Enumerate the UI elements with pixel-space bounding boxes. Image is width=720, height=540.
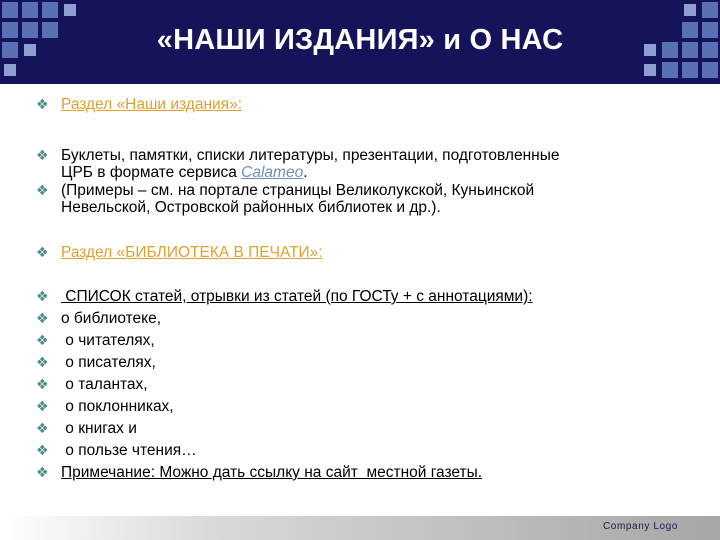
text-line: . — [303, 164, 308, 181]
text-line: ЦРБ в формате сервиса — [61, 164, 242, 181]
list-item — [36, 464, 482, 481]
decor-square — [644, 64, 656, 76]
list-item-text — [61, 182, 534, 216]
decor-square — [64, 4, 76, 16]
footer-bar — [0, 516, 720, 540]
list-item — [36, 332, 155, 349]
diamond-bullet-icon: ❖ — [36, 147, 49, 163]
list-item — [36, 354, 156, 371]
list-item-text: о писателях, — [61, 354, 156, 371]
diamond-bullet-icon: ❖ — [36, 398, 49, 414]
decor-square — [42, 2, 58, 18]
list-item-text: о книгах и — [61, 420, 137, 437]
diamond-bullet-icon: ❖ — [36, 96, 49, 112]
diamond-bullet-icon: ❖ — [36, 420, 49, 436]
list-item — [36, 310, 161, 327]
decor-square — [4, 64, 16, 76]
text-line: Невельской, Островской районных библиотек и др.). — [61, 199, 441, 216]
list-item — [36, 182, 534, 216]
list-item — [36, 244, 323, 261]
decor-square — [2, 2, 18, 18]
diamond-bullet-icon: ❖ — [36, 310, 49, 326]
list-item-text: о поклонниках, — [61, 398, 174, 415]
section-heading-library-in-press: Раздел «БИБЛИОТЕКА В ПЕЧАТИ»: — [61, 244, 323, 261]
decor-square — [684, 4, 696, 16]
company-logo: Company Logo — [602, 521, 678, 532]
list-item-text: о пользе чтения… — [61, 442, 197, 459]
diamond-bullet-icon: ❖ — [36, 332, 49, 348]
note-text: Примечание: Можно дать ссылку на сайт местной газеты. — [61, 464, 483, 481]
title-bar — [0, 0, 720, 84]
list-item-text: о читателях, — [61, 332, 155, 349]
list-item — [36, 288, 533, 305]
list-item-text: о талантах, — [61, 376, 148, 393]
diamond-bullet-icon: ❖ — [36, 464, 49, 480]
decor-square — [702, 62, 718, 78]
text-line: Буклеты, памятки, списки литературы, презентации, подготовленные — [61, 147, 560, 164]
decor-square — [22, 2, 38, 18]
section-heading-our-editions: Раздел «Наши издания»: — [61, 96, 242, 113]
list-item — [36, 96, 242, 113]
diamond-bullet-icon: ❖ — [36, 354, 49, 370]
list-item — [36, 420, 137, 437]
diamond-bullet-icon: ❖ — [36, 288, 49, 304]
calameo-link[interactable]: Calameo — [241, 164, 304, 181]
list-item — [36, 398, 174, 415]
list-item — [36, 147, 559, 181]
list-item — [36, 376, 148, 393]
list-item — [36, 442, 197, 459]
list-item-text: СПИСОК статей, отрывки из статей (по ГОСТу + с аннотациями): — [61, 288, 533, 305]
list-item-text: о библиотеке, — [61, 310, 162, 327]
diamond-bullet-icon: ❖ — [36, 376, 49, 392]
decor-square — [682, 62, 698, 78]
diamond-bullet-icon: ❖ — [36, 244, 49, 260]
list-item-text — [61, 147, 559, 181]
text-line: (Примеры – см. на портале страницы Великолукской, Куньинской — [61, 182, 535, 199]
decor-square — [702, 2, 718, 18]
diamond-bullet-icon: ❖ — [36, 442, 49, 458]
decor-square — [662, 62, 678, 78]
page-title: «НАШИ ИЗДАНИЯ» и О НАС — [156, 24, 564, 56]
diamond-bullet-icon: ❖ — [36, 182, 49, 198]
